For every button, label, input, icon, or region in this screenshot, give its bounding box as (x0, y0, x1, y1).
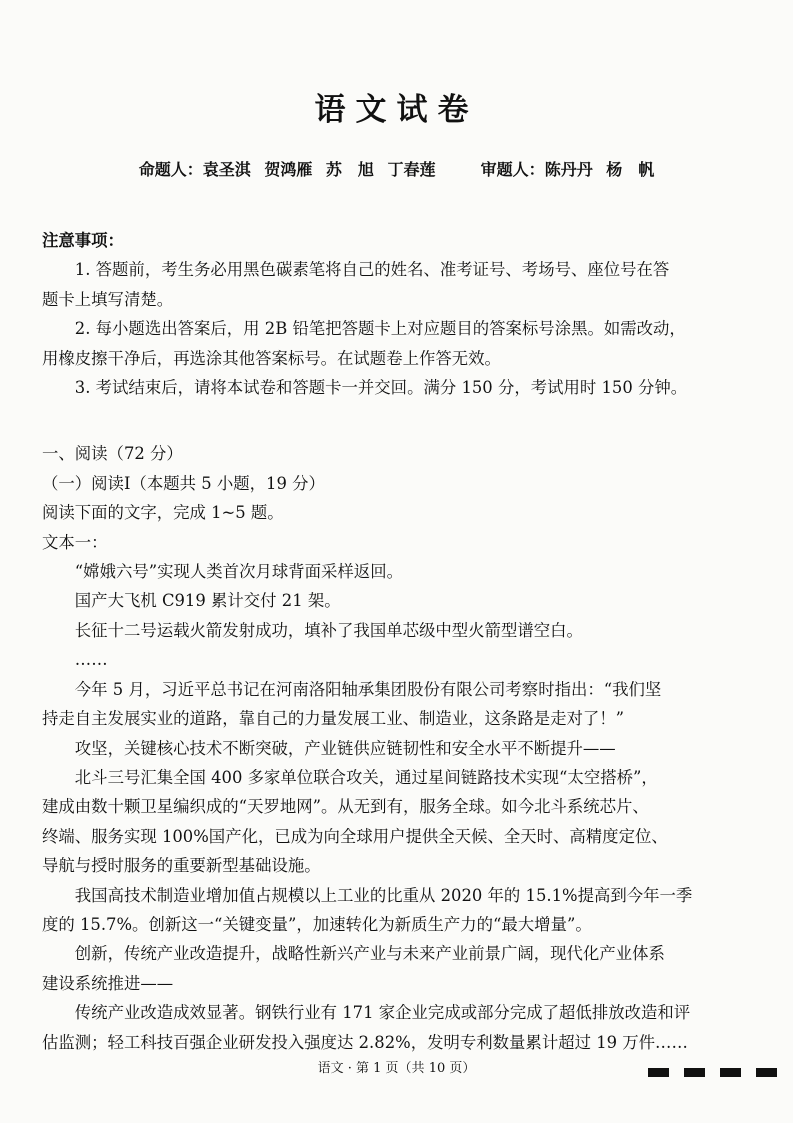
author-line (0, 157, 793, 180)
notice-line: 用橡皮擦干净后，再选涂其他答案标号。在试题卷上作答无效。 (42, 348, 501, 368)
passage-line: 传统产业改造成效显著。钢铁行业有 171 家企业完成或部分完成了超低排放改造和评 (74, 1003, 691, 1023)
passage-line: 我国高技术制造业增加值占规模以上工业的比重从 2020 年的 15.1%提高到今年一季 (74, 885, 693, 905)
setter-name: 贺鸿雁 (264, 160, 313, 179)
passage-line: 持走自主发展实业的道路，靠自己的力量发展工业、制造业，这条路是走对了！” (42, 709, 625, 729)
notice-line: 题卡上填写清楚。 (42, 289, 174, 309)
passage-line: 建成由数十颗卫星编织成的“天罗地网”。从无到有，服务全球。如今北斗系统芯片、 (42, 797, 649, 817)
setter-name: 袁圣淇 (202, 160, 251, 179)
passage-line: 今年 5 月，习近平总书记在河南洛阳轴承集团股份有限公司考察时指出：“我们坚 (74, 679, 662, 699)
reviewer-name: 陈丹丹 (544, 160, 593, 179)
scan-mark (756, 1068, 777, 1077)
passage-line: 国产大飞机 C919 累计交付 21 架。 (74, 591, 341, 611)
text-label: 文本一： (42, 532, 108, 552)
reviewer-name: 杨 帆 (606, 160, 655, 179)
notice-line: 3. 考试结束后，请将本试卷和答题卡一并交回。满分 150 分，考试用时 150 分钟。 (74, 378, 688, 398)
section-heading: 一、阅读（72 分） (42, 444, 183, 464)
passage-line: …… (74, 650, 108, 670)
passage-line: 建设系统推进—— (42, 973, 174, 993)
section-subheading: （一）阅读Ⅰ（本题共 5 小题，19 分） (42, 473, 325, 493)
notice-line: 1. 答题前，考生务必用黑色碳素笔将自己的姓名、准考证号、考场号、座位号在答 (74, 260, 670, 280)
notice-heading: 注意事项： (42, 231, 124, 250)
page-title: 语文试卷 (314, 92, 479, 128)
passage-line: 终端、服务实现 100%国产化，已成为向全球用户提供全天候、全天时、高精度定位、 (42, 826, 668, 846)
passage-line: 导航与授时服务的重要新型基础设施。 (42, 856, 321, 876)
setter-name: 丁春莲 (387, 160, 436, 179)
passage-line: 创新，传统产业改造提升，战略性新兴产业与未来产业前景广阔，现代化产业体系 (74, 944, 665, 964)
scan-marks (648, 1062, 792, 1081)
passage-line: 长征十二号运载火箭发射成功，填补了我国单芯级中型火箭型谱空白。 (74, 620, 583, 640)
passage-line: 北斗三号汇集全国 400 多家单位联合攻关，通过星间链路技术实现“太空搭桥”， (74, 767, 658, 787)
page-body (42, 226, 764, 1057)
page-footer: 语文 · 第 1 页（共 10 页） (317, 1061, 476, 1076)
passage-line: 估监测；轻工科技百强企业研发投入强度达 2.82%，发明专利数量累计超过 19 万件…… (42, 1032, 688, 1052)
setters-label: 命题人： (138, 160, 203, 179)
section-instruction: 阅读下面的文字，完成 1~5 题。 (42, 503, 284, 523)
scan-mark (720, 1068, 741, 1077)
setter-name: 苏 旭 (325, 160, 374, 179)
notice-line: 2. 每小题选出答案后，用 2B 铅笔把答题卡上对应题目的答案标号涂黑。如需改动， (74, 319, 686, 339)
scan-mark (684, 1068, 705, 1077)
passage-line: 度的 15.7%。创新这一“关键变量”，加速转化为新质生产力的“最大增量”。 (42, 914, 592, 934)
scan-mark (648, 1068, 669, 1077)
reviewers-label: 审题人： (480, 160, 545, 179)
passage-line: 攻坚，关键核心技术不断突破，产业链供应链韧性和安全水平不断提升—— (74, 738, 616, 758)
passage-line: “嫦娥六号”实现人类首次月球背面采样返回。 (74, 562, 403, 582)
